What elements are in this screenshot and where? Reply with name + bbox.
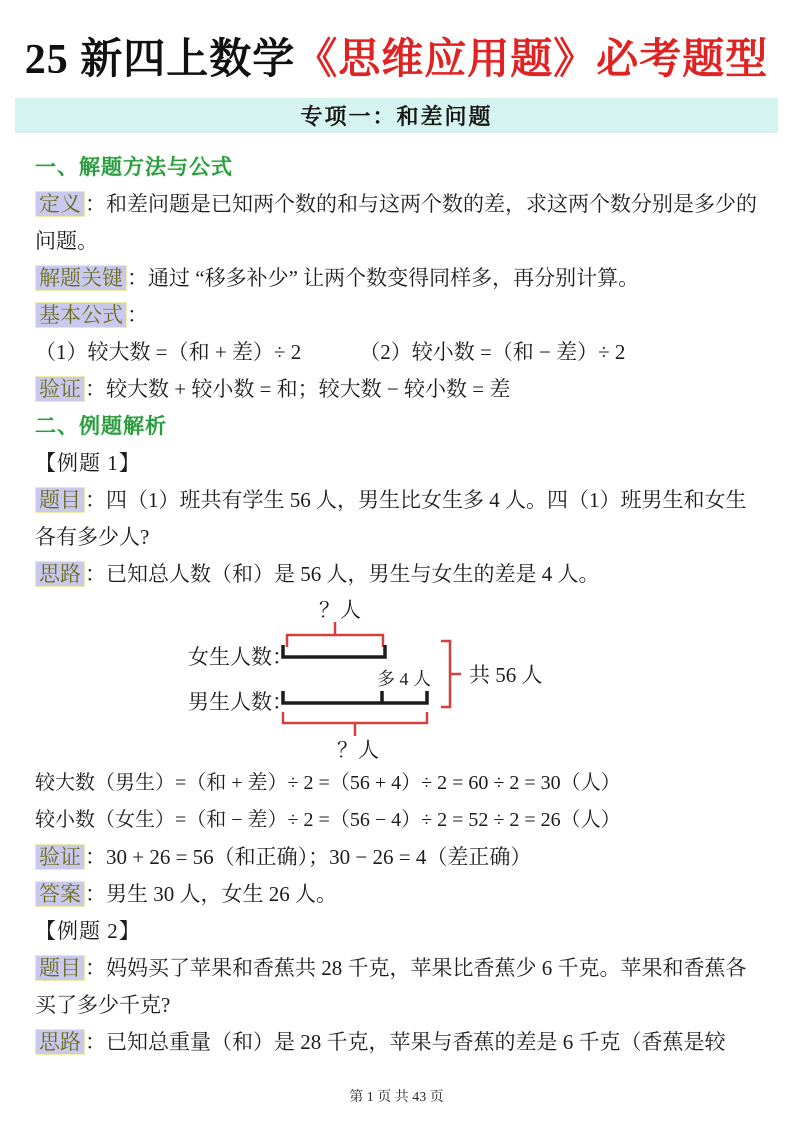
- definition-text: ：和差问题是已知两个数的和与这两个数的差，求这两个数分别是多少的问题。: [35, 192, 757, 253]
- section-banner: [15, 98, 778, 133]
- example2-question-keyword: 题目: [35, 955, 85, 981]
- total-label: 共 56 人: [469, 663, 543, 687]
- example1-answer-text: ：男生 30 人，女生 26 人。: [85, 882, 337, 906]
- extra-amount-label: 多 4 人: [377, 669, 431, 689]
- bar-model-svg: [145, 595, 575, 765]
- top-question-label: ？人: [319, 598, 361, 622]
- example1-title: 【例题 1】: [35, 451, 141, 475]
- title-black-part: 25 新四上数学: [24, 37, 296, 83]
- formula-colon: ：: [127, 303, 148, 327]
- girls-bar: [283, 645, 385, 657]
- formula-smaller: （2）较小数 =（和 − 差）÷ 2: [359, 340, 626, 364]
- formula-larger: （1）较大数 =（和 + 差）÷ 2: [35, 340, 302, 364]
- key-line: [35, 260, 760, 297]
- example1-question-line: [35, 482, 760, 556]
- girls-row-label: 女生人数：: [188, 645, 293, 669]
- example1-question-text: ：四（1）班共有学生 56 人，男生比女生多 4 人。四（1）班男生和女生各有多少人?: [35, 488, 747, 549]
- page-title: [0, 0, 793, 86]
- example1-idea-keyword: 思路: [35, 561, 85, 587]
- key-text: ：通过 “移多补少” 让两个数变得同样多，再分别计算。: [127, 266, 640, 290]
- boys-row-label: 男生人数：: [188, 690, 293, 714]
- definition-line: [35, 186, 760, 260]
- definition-keyword: 定义: [35, 191, 85, 217]
- page-number-footer: 第 1 页 共 43 页: [349, 1090, 444, 1105]
- formula-heading-line: [35, 297, 760, 334]
- example1-verify-line: [35, 839, 760, 876]
- boys-bar: [283, 691, 427, 703]
- example1-answer-keyword: 答案: [35, 881, 85, 907]
- example1-verify-keyword: 验证: [35, 844, 85, 870]
- example1-answer-line: [35, 876, 760, 913]
- heading-methods: 一、解题方法与公式: [35, 155, 233, 179]
- bar-model-diagram: [35, 595, 760, 765]
- example1-idea-text: ：已知总人数（和）是 56 人，男生与女生的差是 4 人。: [85, 562, 600, 586]
- example2-idea-text: ：已知总重量（和）是 28 千克，苹果与香蕉的差是 6 千克（香蕉是较: [85, 1030, 726, 1054]
- key-keyword: 解题关键: [35, 265, 127, 291]
- title-red-part: 《思维应用题》必考题型: [295, 37, 769, 83]
- example2-title: 【例题 2】: [35, 919, 141, 943]
- example2-question-line: [35, 950, 760, 1024]
- example1-calc-larger: 较大数（男生）=（和 + 差）÷ 2 =（56 + 4）÷ 2 = 60 ÷ 2 = 30（人）: [35, 772, 621, 794]
- example1-idea-line: [35, 556, 760, 593]
- formula-keyword: 基本公式: [35, 302, 127, 328]
- heading-examples: 二、例题解析: [35, 414, 167, 438]
- example2-idea-keyword: 思路: [35, 1029, 85, 1055]
- verify-rule-line: [35, 371, 760, 408]
- formula-line: [35, 334, 760, 371]
- top-brace: [287, 622, 383, 647]
- example1-question-keyword: 题目: [35, 487, 85, 513]
- verify-rule-text: ：较大数 + 较小数 = 和；较大数 − 较小数 = 差: [85, 377, 511, 401]
- example1-calc-smaller: 较小数（女生）=（和 − 差）÷ 2 =（56 − 4）÷ 2 = 52 ÷ 2 = 26（人）: [35, 809, 621, 831]
- total-brace: [441, 641, 461, 707]
- example2-question-text: ：妈妈买了苹果和香蕉共 28 千克，苹果比香蕉少 6 千克。苹果和香蕉各买了多少千克?: [35, 956, 747, 1017]
- verify-rule-keyword: 验证: [35, 376, 85, 402]
- document-content: [0, 133, 793, 1061]
- example2-idea-line: [35, 1024, 760, 1061]
- bottom-brace: [283, 712, 427, 736]
- banner-text: 专项一：和差问题: [300, 104, 493, 129]
- example1-verify-text: ：30 + 26 = 56（和正确）；30 − 26 = 4（差正确）: [85, 845, 532, 869]
- bottom-question-label: ？人: [337, 738, 379, 762]
